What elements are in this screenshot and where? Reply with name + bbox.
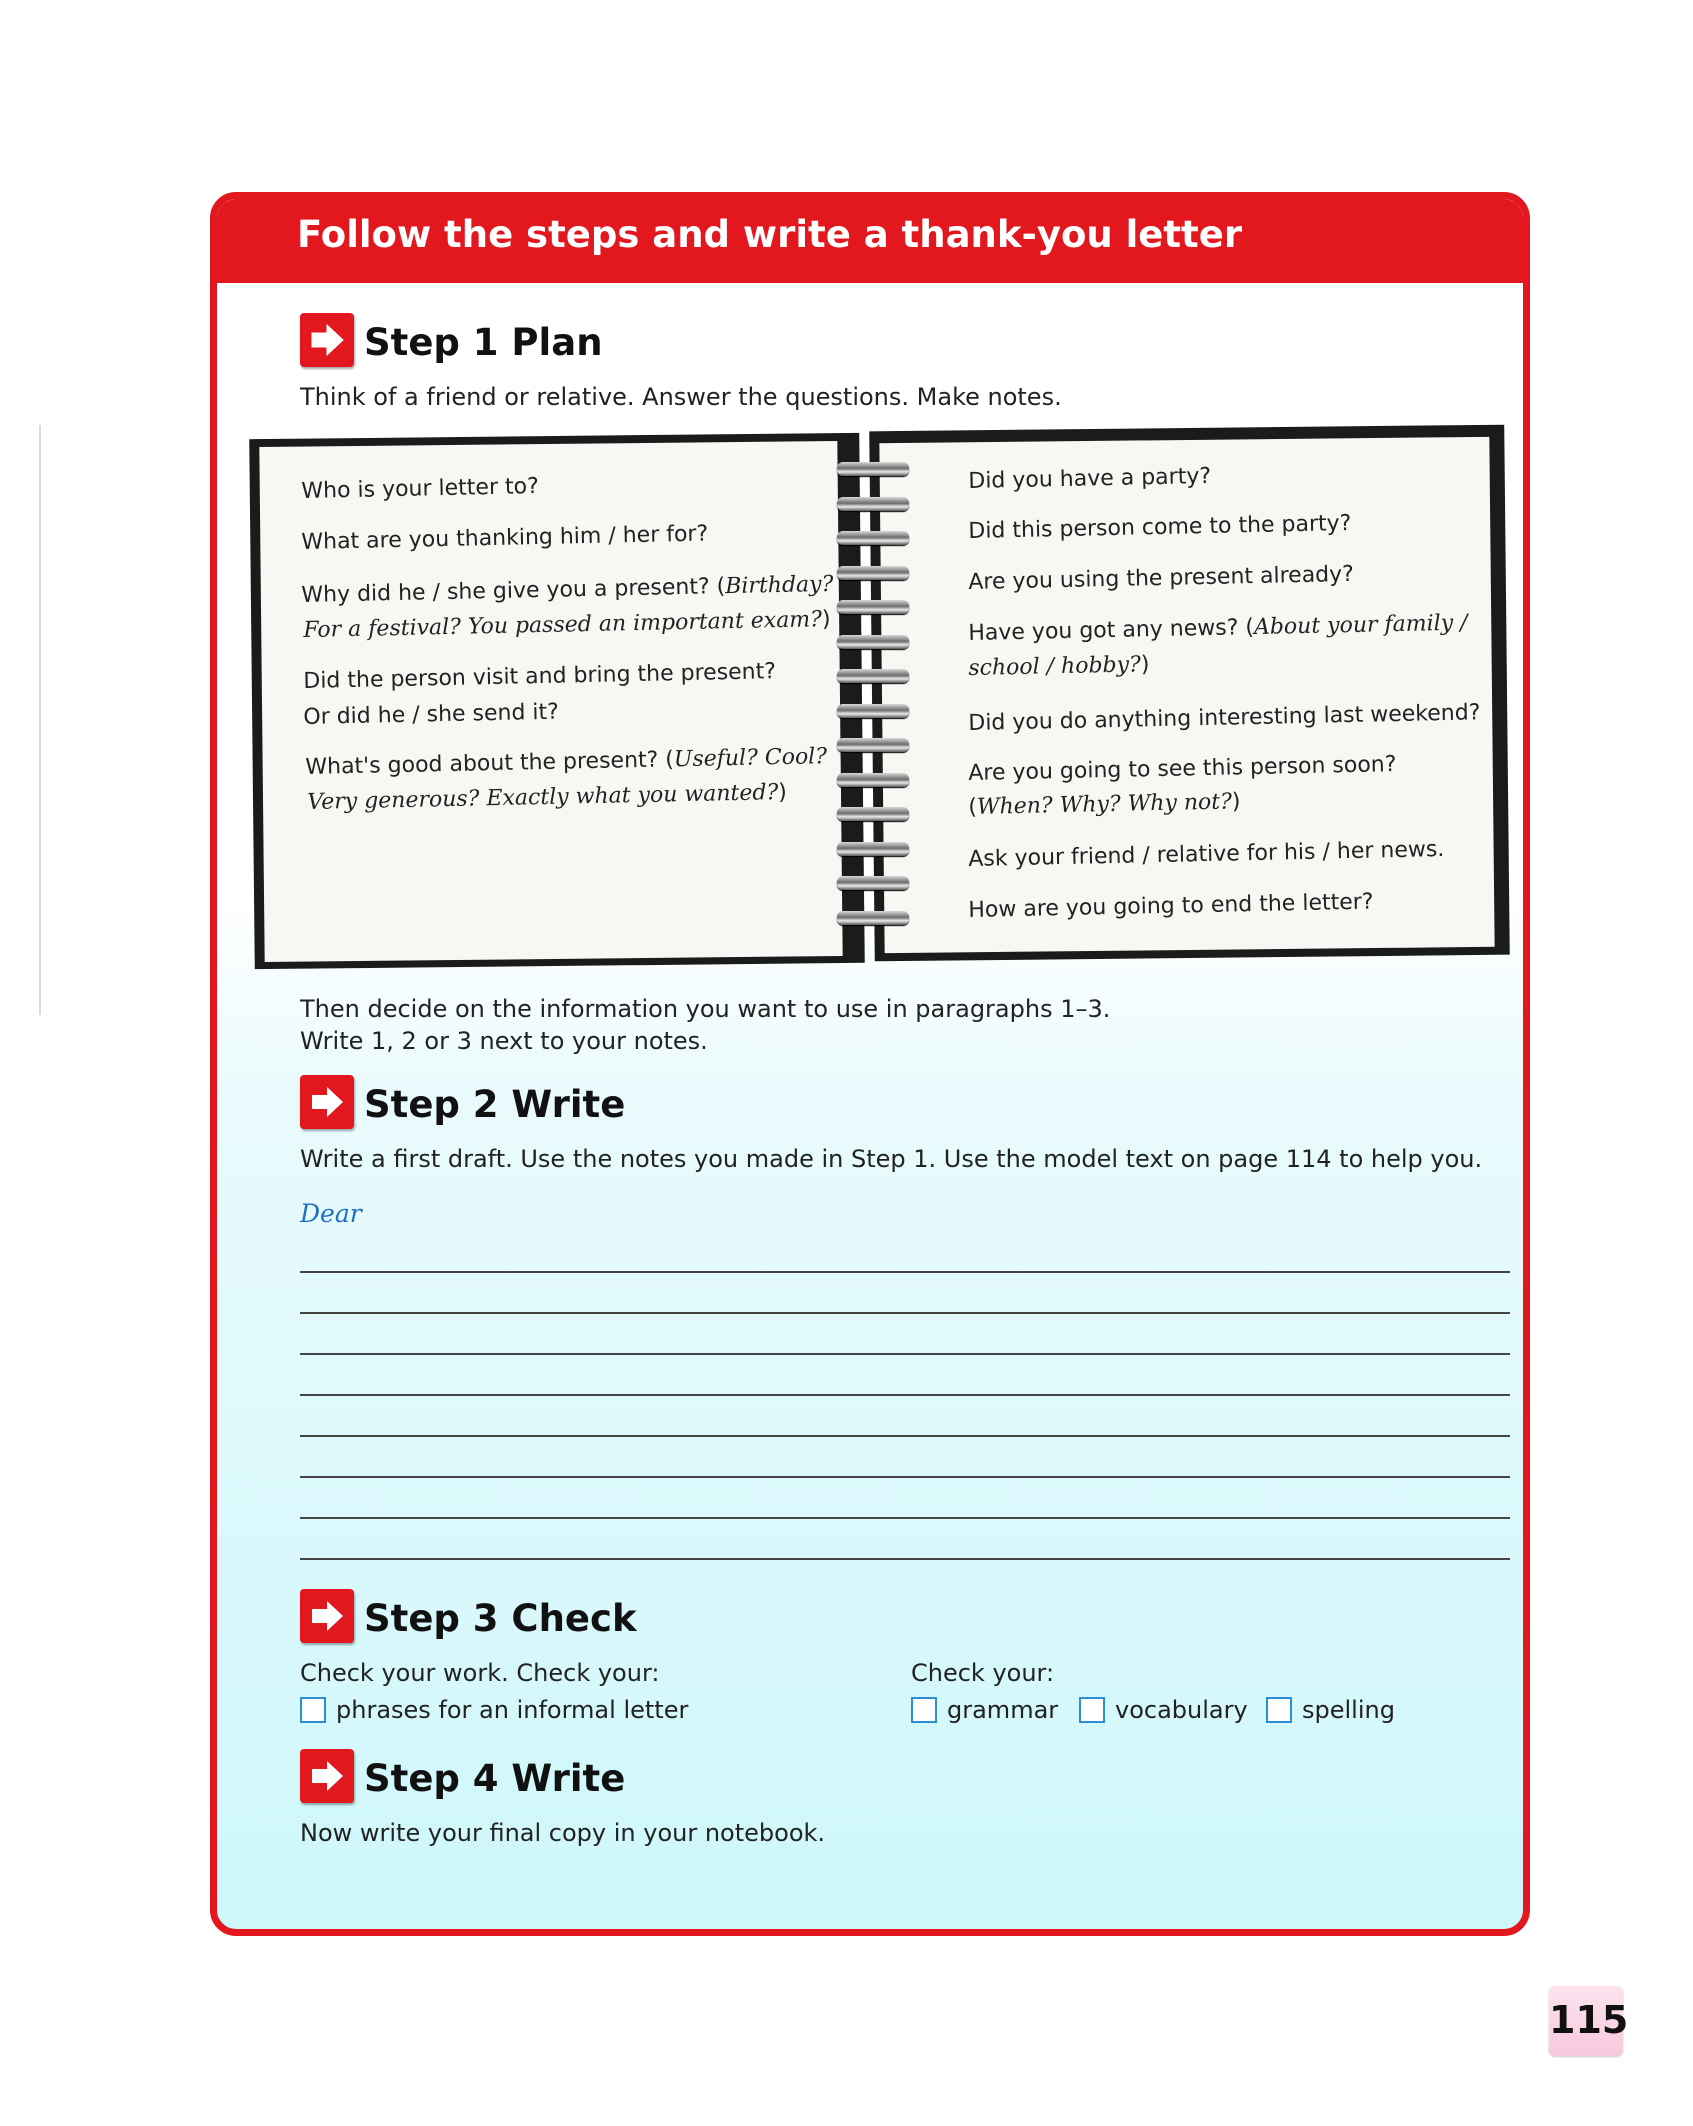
question-item: What's good about the present? (Useful? Cool? [305, 744, 828, 780]
writing-line[interactable] [300, 1517, 1510, 1519]
question-item: Did the person visit and bring the present? [303, 659, 777, 694]
checkbox-grammar[interactable] [911, 1697, 937, 1723]
spiral-coil [837, 738, 909, 752]
arrow-icon [300, 1749, 354, 1803]
step-3-title: Step 3 Check [364, 1597, 637, 1640]
step-2-instruction: Write a first draft. Use the notes you made in Step 1. Use the model text on page 114 to help you. [300, 1145, 1483, 1173]
writing-line[interactable] [300, 1353, 1510, 1355]
question-item: (When? Why? Why not?) [968, 789, 1241, 820]
spiral-coil [837, 773, 909, 787]
step-3-left-label: Check your work. Check your: [300, 1659, 660, 1687]
step-1-title: Step 1 Plan [364, 321, 603, 364]
spiral-coil [837, 669, 909, 683]
spiral-notebook [252, 428, 1504, 973]
question-item: Are you going to see this person soon? [968, 752, 1397, 786]
spiral-coil [837, 635, 909, 649]
question-item: Have you got any news? (About your family / [968, 610, 1468, 646]
spiral-coil [837, 566, 909, 580]
spiral-coil [837, 497, 909, 511]
writing-line[interactable] [300, 1558, 1510, 1560]
writing-line[interactable] [300, 1435, 1510, 1437]
writing-line[interactable] [300, 1312, 1510, 1314]
writing-line[interactable] [300, 1271, 1510, 1273]
step-1-after-line-2: Write 1, 2 or 3 next to your notes. [300, 1027, 708, 1055]
checkbox-label-phrases: phrases for an informal letter [336, 1696, 689, 1724]
checkbox-phrases[interactable] [300, 1697, 326, 1723]
question-item: Are you using the present already? [968, 561, 1355, 595]
question-item: For a festival? You passed an important exam?) [303, 606, 831, 643]
step-4-instruction: Now write your final copy in your notebook. [300, 1819, 826, 1847]
spiral-coil [837, 807, 909, 821]
spiral-coil [837, 842, 909, 856]
spiral-coil [837, 876, 909, 890]
arrow-icon [300, 313, 354, 367]
step-3-right-label: Check your: [911, 1659, 1055, 1687]
question-item: school / hobby?) [968, 652, 1150, 681]
step-4-title: Step 4 Write [364, 1757, 626, 1800]
question-item: Or did he / she send it? [303, 699, 560, 730]
checkbox-label-grammar: grammar [947, 1696, 1059, 1724]
writing-line[interactable] [300, 1476, 1510, 1478]
step-1-after-line-1: Then decide on the information you want to use in paragraphs 1–3. [300, 995, 1111, 1023]
spiral-binding [837, 458, 917, 948]
question-item: Did you have a party? [968, 463, 1212, 494]
spiral-coil [837, 704, 909, 718]
spiral-coil [837, 531, 909, 545]
arrow-icon [300, 1589, 354, 1643]
spiral-coil [837, 600, 909, 614]
checkbox-label-vocabulary: vocabulary [1115, 1696, 1248, 1724]
question-item: Why did he / she give you a present? (Birthday? [301, 571, 834, 608]
step-1-instruction: Think of a friend or relative. Answer the questions. Make notes. [300, 383, 1062, 411]
writing-line[interactable] [300, 1394, 1510, 1396]
spiral-coil [837, 911, 909, 925]
panel-header [217, 199, 1523, 283]
question-item: Who is your letter to? [301, 474, 539, 504]
question-item: Very generous? Exactly what you wanted?) [307, 779, 788, 815]
margin-line [39, 425, 41, 1015]
page-number: 115 [1549, 1998, 1629, 2042]
checkbox-spelling[interactable] [1266, 1697, 1292, 1723]
spiral-coil [837, 462, 909, 476]
question-item: How are you going to end the letter? [968, 889, 1374, 923]
question-item: Ask your friend / relative for his / her news. [968, 837, 1445, 872]
panel-title: Follow the steps and write a thank-you letter [297, 213, 1243, 256]
step-2-title: Step 2 Write [364, 1083, 626, 1126]
arrow-icon [300, 1075, 354, 1129]
question-item: Did you do anything interesting last weekend? [968, 700, 1481, 736]
checkbox-vocabulary[interactable] [1079, 1697, 1105, 1723]
checkbox-label-spelling: spelling [1302, 1696, 1395, 1724]
question-item: Did this person come to the party? [968, 510, 1352, 544]
dear-greeting: Dear [300, 1199, 362, 1228]
question-item: What are you thanking him / her for? [301, 521, 709, 555]
page-number-tab [1549, 1986, 1629, 2056]
